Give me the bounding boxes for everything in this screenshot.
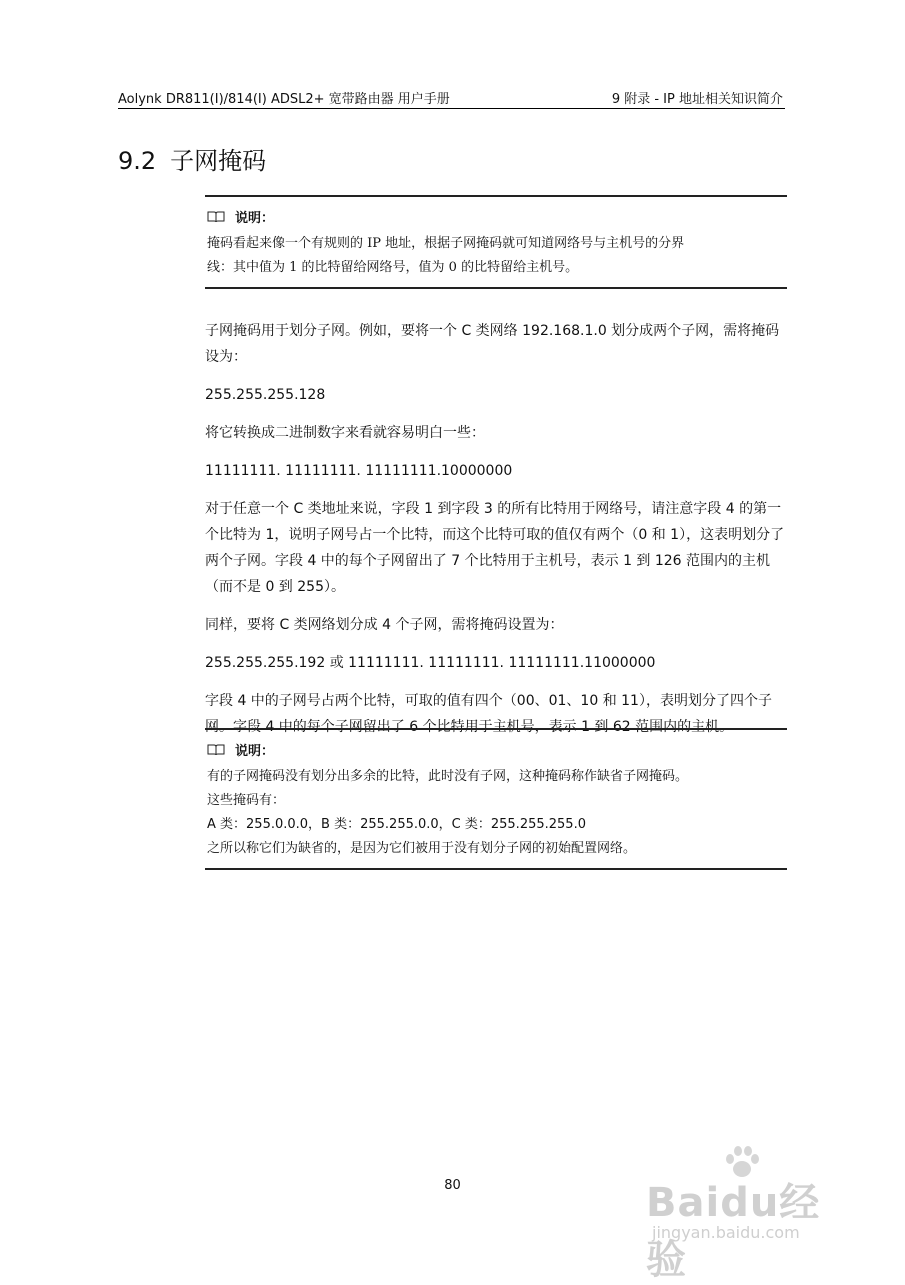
paragraph: 子网掩码用于划分子网。例如，要将一个 C 类网络 192.168.1.0 划分成两个子网，需将掩码设为： [205,323,780,365]
paragraph: 255.255.255.128 [205,387,326,403]
paragraph: 对于任意一个 C 类地址来说，字段 1 到字段 3 的所有比特用于网络号，请注意字段 4 的第一个比特为 1，说明子网号占一个比特，而这个比特可取的值仅有两个（0 和 1），这表明划分了两个子网。字段 4 中的每个子网留出了 7 个比特用于主机号，表示 1 到 126 范围内的主机（而不是 0 到 255）。 [205,501,785,595]
paragraph: 255.255.255.192 或 11111111. 11111111. 11111111.11000000 [205,655,656,671]
paragraph: 11111111. 11111111. 11111111.10000000 [205,463,513,479]
page-header-left: Aolynk DR811(I)/814(I) ADSL2+ 宽带路由器 用户手册 [118,92,450,107]
section-number: 9.2 [118,147,157,175]
header-rule [118,108,785,109]
note-header [207,207,787,226]
watermark-url: jingyan.baidu.com [652,1223,800,1242]
note-box [205,728,787,870]
note-line: 之所以称它们为缺省的，是因为它们被用于没有划分子网的初始配置网络。 [207,841,637,856]
note-line: 线：其中值为 1 的比特留给网络号，值为 0 的比特留给主机号。 [207,260,579,275]
book-icon [207,211,225,223]
paragraph: 将它转换成二进制数字来看就容易明白一些： [205,425,485,441]
note-label: 说明： [235,744,275,759]
book-icon [207,744,225,756]
watermark-brand: Baidu经验 [646,1180,821,1283]
note-label: 说明： [235,211,275,226]
note-line: A 类：255.0.0.0，B 类：255.255.0.0，C 类：255.255.255.0 [207,817,586,832]
paragraph: 同样，要将 C 类网络划分成 4 个子网，需将掩码设置为： [205,617,564,633]
note-line: 这些掩码有： [207,793,286,808]
section-title-text: 子网掩码 [170,147,267,175]
note-line: 有的子网掩码没有划分出多余的比特，此时没有子网，这种掩码称作缺省子网掩码。 [207,769,689,784]
page-header-right: 9 附录 - IP 地址相关知识简介 [611,92,783,107]
body-text [205,318,790,752]
note-box [205,195,787,289]
paragraph: 字段 4 中的子网号占两个比特，可取的值有四个（00、01、10 和 11），表明划分了四个子网。字段 4 中的每个子网留出了 6 个比特用于主机号，表示 1 到 62 范围内的主机。 [205,693,772,735]
page-number: 80 [444,1178,461,1193]
watermark [640,1145,860,1283]
note-line: 掩码看起来像一个有规则的 IP 地址，根据子网掩码就可知道网络号与主机号的分界 [207,236,685,251]
note-header [207,740,787,759]
section-title [118,141,266,176]
